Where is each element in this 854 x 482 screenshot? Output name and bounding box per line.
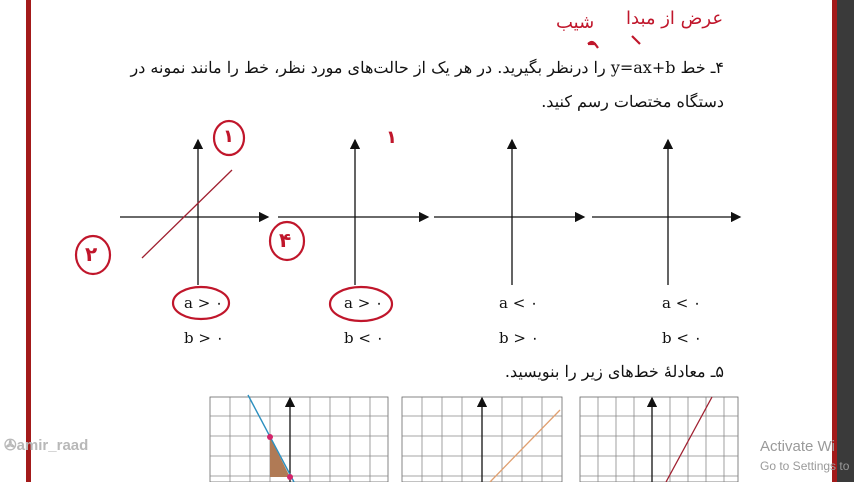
handwritten-number-1: ۱ [223, 126, 234, 147]
question-4-line-1: ۴ـ خط y=ax+b را درنظر بگیرید. در هر یک از حالت‌های مورد نظر، خط را مانند نمونه در [130, 58, 724, 77]
axes-3 [434, 140, 584, 285]
condition-2-b: b < ۰ [344, 329, 384, 347]
grid-1 [210, 397, 388, 482]
condition-3-a: a < ۰ [499, 294, 539, 312]
handwritten-marks [76, 36, 640, 321]
sample-line [142, 170, 232, 258]
watermark-icon: ✇ [4, 437, 17, 454]
handwritten-number-2: ۱ [386, 127, 397, 148]
activate-windows-notice: Activate Wi [760, 438, 836, 455]
grid-3 [580, 397, 738, 482]
watermark [4, 436, 88, 454]
question-5: ۵ـ معادلهٔ خط‌های زیر را بنویسید. [504, 362, 724, 381]
handwritten-number-3: ۲ [85, 242, 98, 266]
condition-4-a: a < ۰ [662, 294, 702, 312]
condition-2-a: a > ۰ [344, 294, 384, 312]
grid-3-line [666, 397, 712, 482]
axes-1 [120, 140, 268, 285]
grid-2-line [490, 410, 560, 482]
handwritten-number-4: ۴ [279, 228, 292, 252]
condition-4-b: b < ۰ [662, 329, 702, 347]
watermark-text: amir_raad [16, 437, 89, 454]
handwritten-slope: شیب [556, 12, 595, 33]
axes-4 [592, 140, 740, 285]
axes-2 [278, 140, 428, 285]
condition-3-b: b > ۰ [499, 329, 539, 347]
condition-1-b: b > ۰ [184, 329, 224, 347]
question-4-line-2: دستگاه مختصات رسم کنید. [541, 92, 724, 111]
handwritten-intercept: عرض از مبدا [626, 8, 724, 29]
condition-1-a: a > ۰ [184, 294, 224, 312]
activate-windows-settings: Go to Settings to [760, 459, 850, 473]
